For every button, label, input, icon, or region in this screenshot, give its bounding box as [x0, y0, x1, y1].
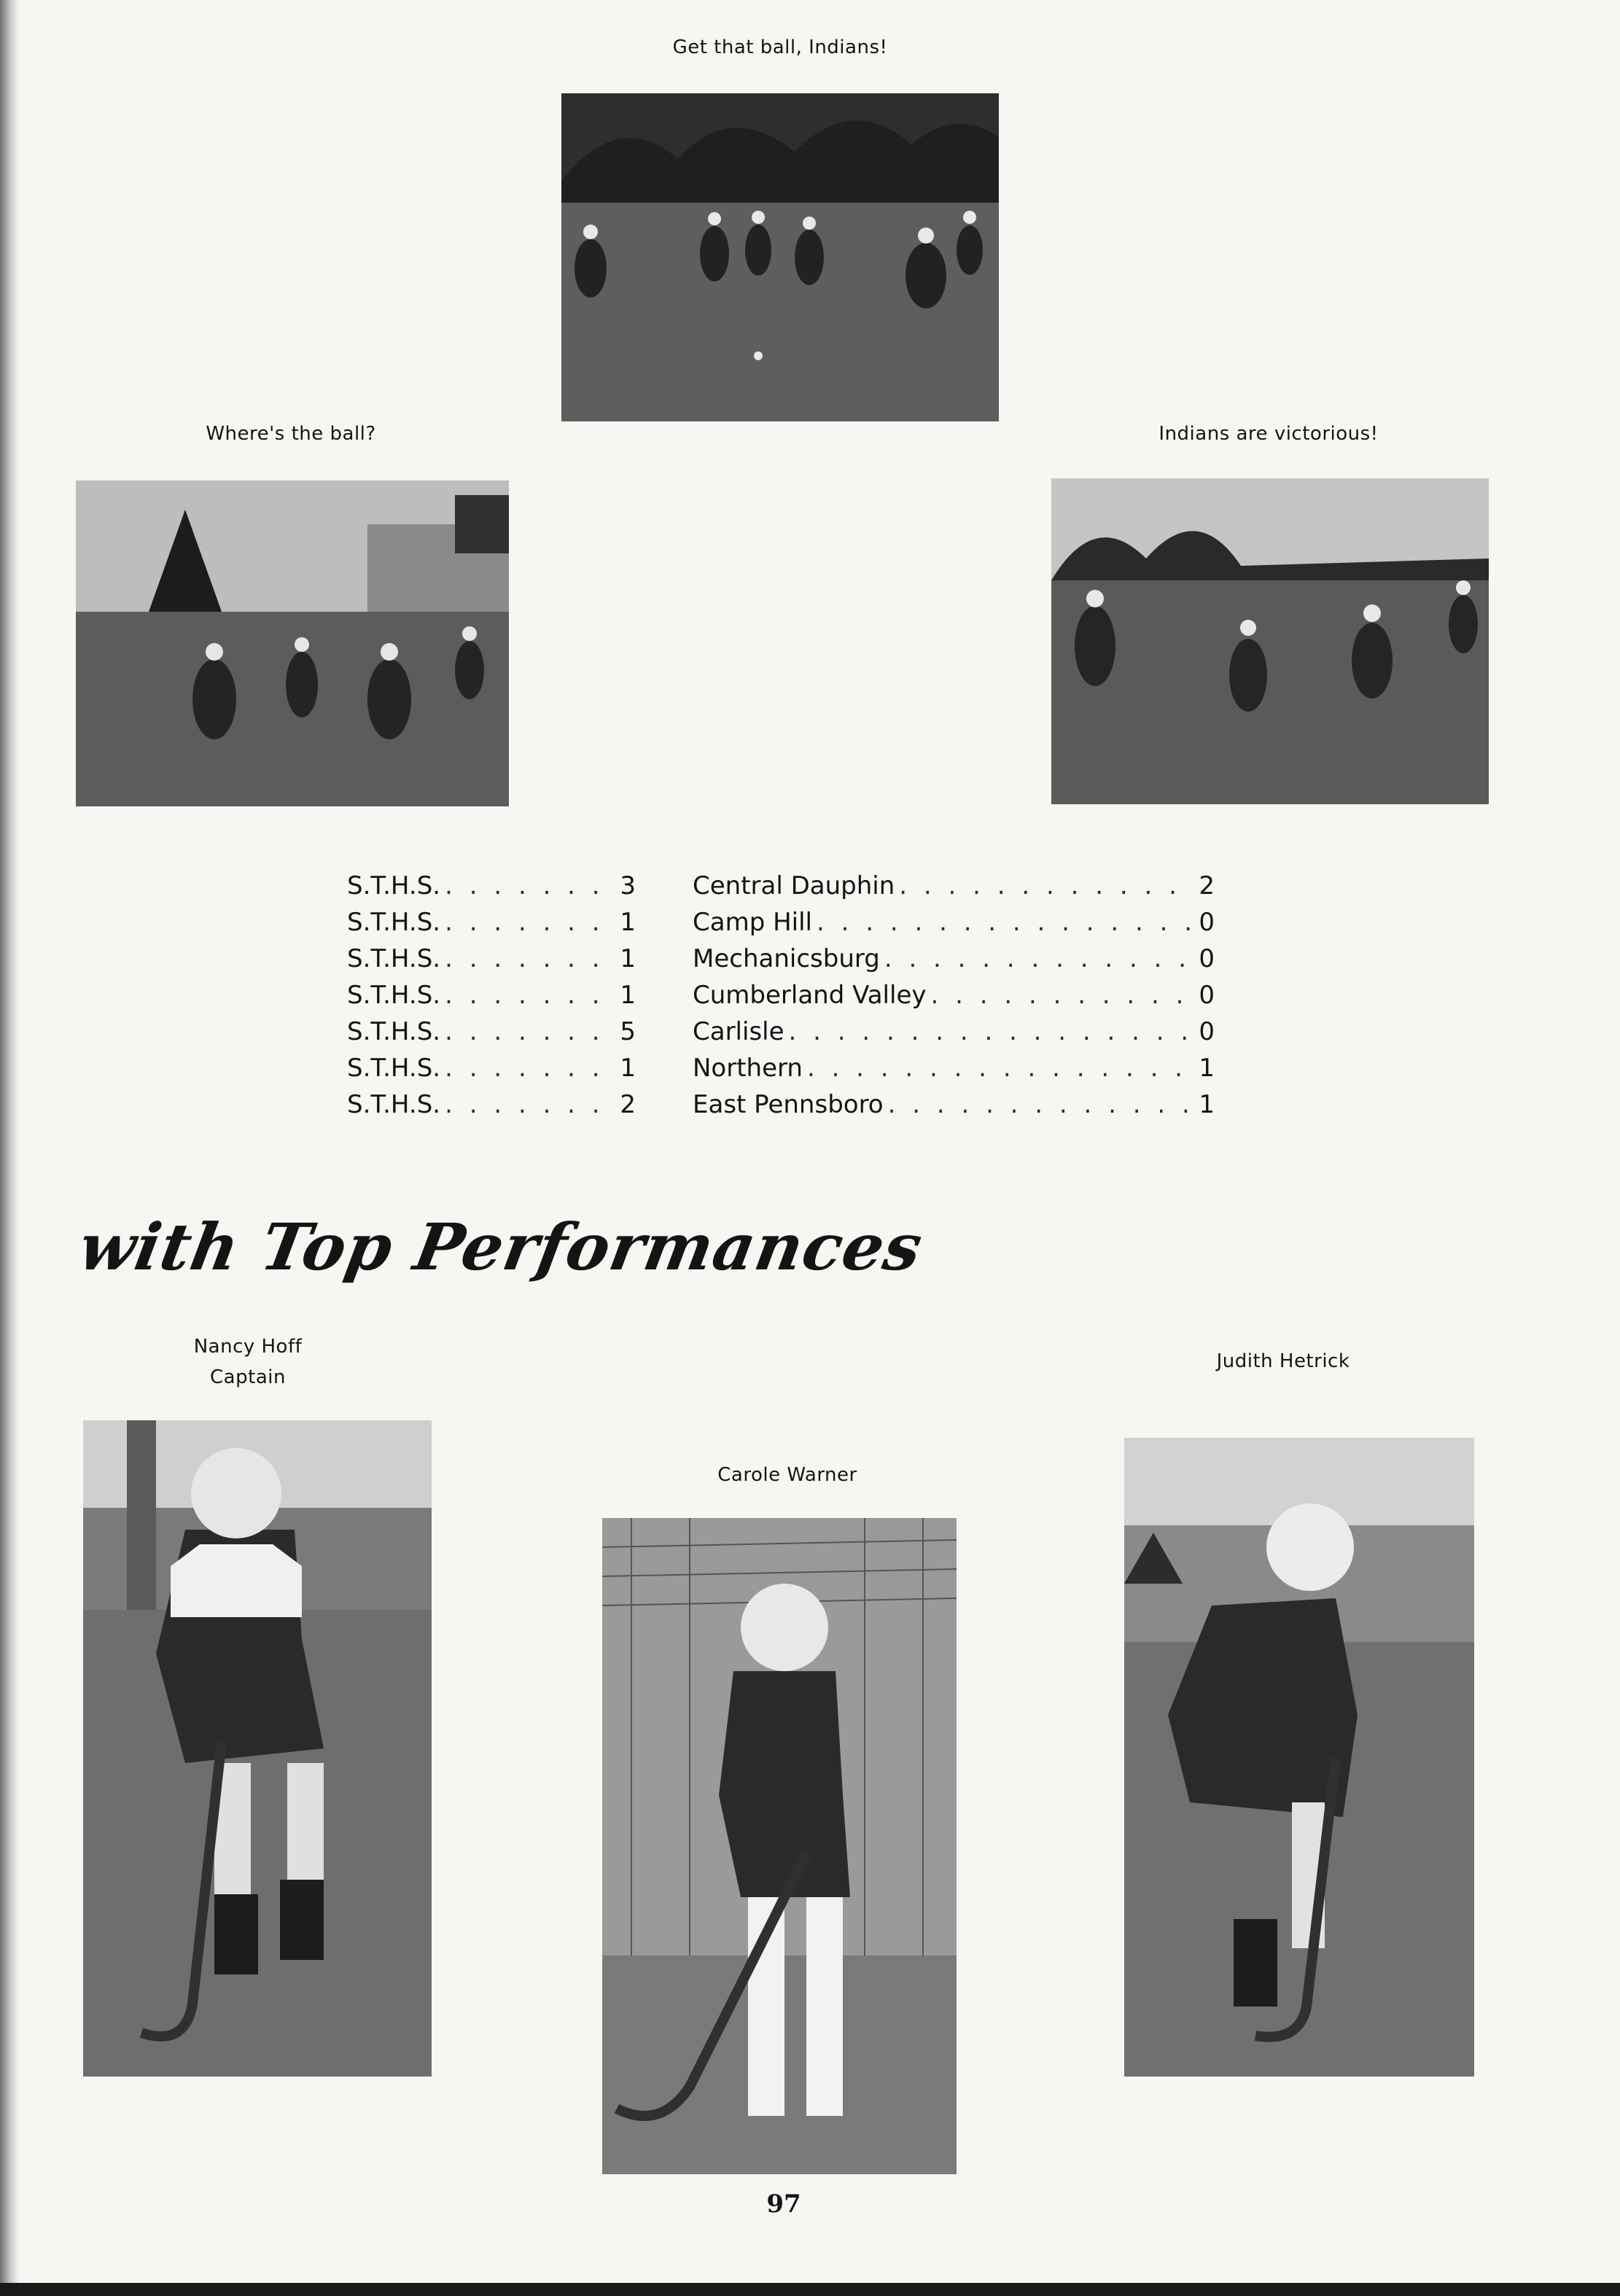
photo-player-nancy-hoff: [83, 1420, 432, 2077]
player-name: Carole Warner: [717, 1464, 857, 1486]
photo-game-action: [561, 93, 999, 421]
score-row-home: S.T.H.S. . . . 1: [347, 941, 636, 977]
score-row-home: S.T.H.S. . . . 1: [347, 977, 636, 1013]
photo-player-judith-hetrick: [1124, 1438, 1474, 2077]
player-name: Judith Hetrick: [1216, 1350, 1350, 1372]
caption-top-photo: Get that ball, Indians!: [672, 36, 888, 58]
score-row-home: S.T.H.S. . . . 1: [347, 904, 636, 941]
score-row-opponent: Camp Hill . . . 0: [693, 904, 1215, 941]
score-row-home: S.T.H.S. . . . 3: [347, 868, 636, 904]
photo-indians-victorious: [1051, 478, 1489, 804]
page-gutter-shadow: [0, 0, 19, 2296]
page-number: 97: [766, 2190, 801, 2219]
photo-wheres-the-ball: [76, 480, 509, 806]
player-role: Captain: [210, 1366, 286, 1388]
caption-left-photo: Where's the ball?: [206, 423, 376, 445]
score-row-home: S.T.H.S. . . . 1: [347, 1050, 636, 1086]
photo-player-carole-warner: [602, 1518, 957, 2174]
page-bottom-edge: [0, 2283, 1620, 2296]
score-row-opponent: Cumberland Valley . . . 0: [693, 977, 1215, 1013]
score-row-opponent: Northern . . . 1: [693, 1050, 1215, 1086]
player-name: Nancy Hoff: [193, 1336, 303, 1358]
score-row-opponent: Central Dauphin . . . 2: [693, 868, 1215, 904]
scores-opponent-column: [693, 868, 1215, 1123]
score-row-opponent: Carlisle . . . 0: [693, 1013, 1215, 1050]
section-heading: with Top Performances: [73, 1209, 929, 1285]
score-row-home: S.T.H.S. . . . 2: [347, 1086, 636, 1123]
score-row-opponent: Mechanicsburg . . . 0: [693, 941, 1215, 977]
score-row-home: S.T.H.S. . . . 5: [347, 1013, 636, 1050]
score-row-opponent: East Pennsboro . . . 1: [693, 1086, 1215, 1123]
scores-home-column: [347, 868, 636, 1123]
caption-right-photo: Indians are victorious!: [1158, 423, 1379, 445]
